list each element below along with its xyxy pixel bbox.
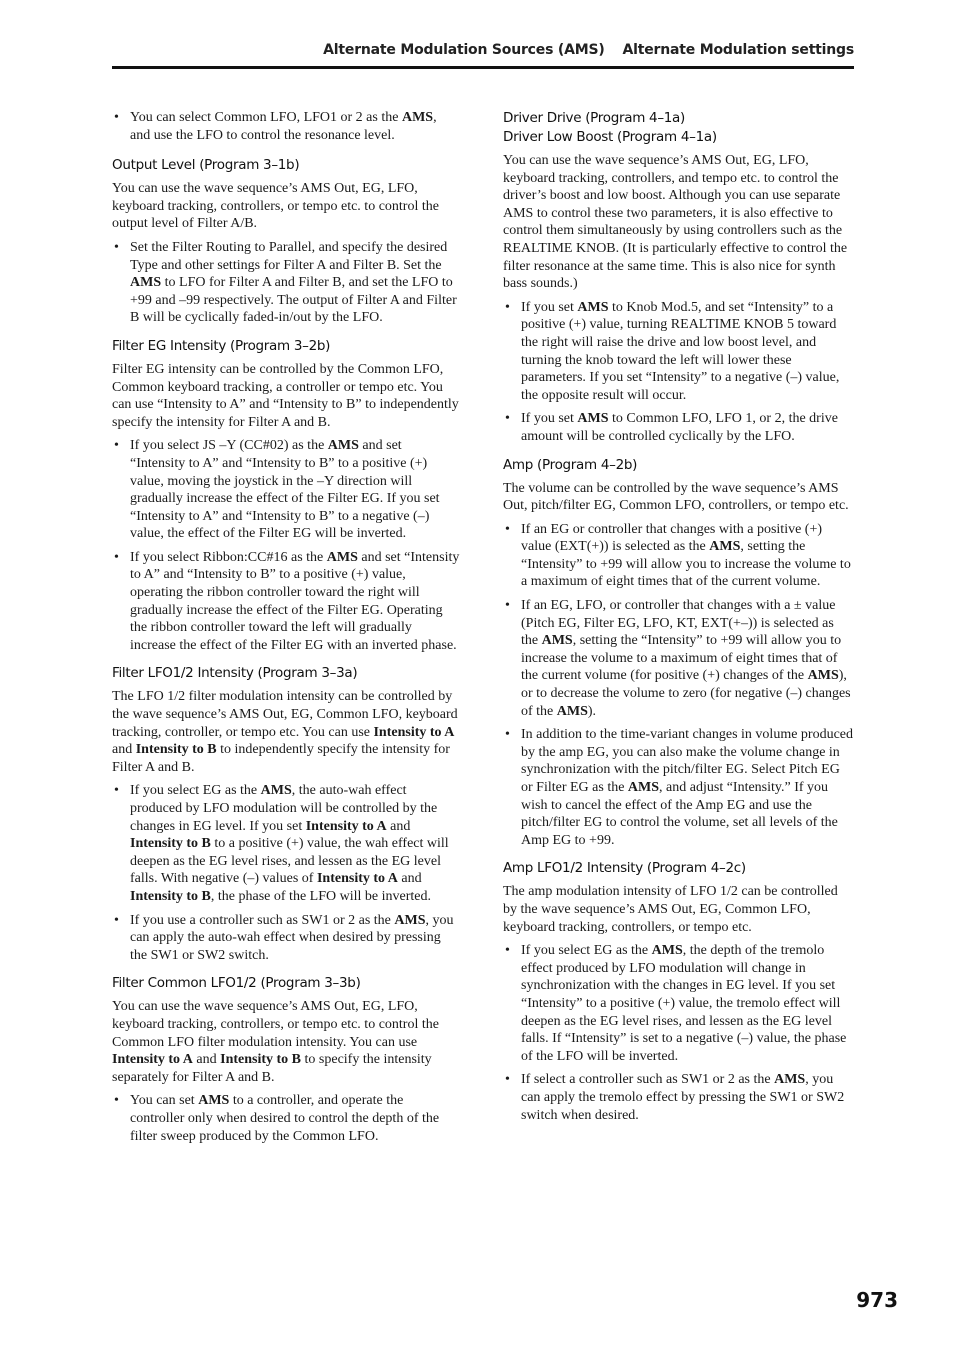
bullet-list-output-level bbox=[112, 239, 460, 327]
heading-line-driver-low-boost: Driver Low Boost (Program 4–1a) bbox=[503, 129, 717, 145]
bullet-list-amp bbox=[503, 521, 853, 850]
list-item: • You can set AMS to a controller, and operate the controller only when desired to control the depth of the filter sweep produced by the Common LFO. bbox=[112, 1092, 460, 1145]
header-section-title: Alternate Modulation Sources (AMS) bbox=[323, 42, 605, 58]
list-item: • If you select JS –Y (CC#02) as the AMS and set “Intensity to A” and “Intensity to B” to a positive (+) value, moving the joystick in the –Y direction will gradually increase the effect of the Filter EG. If you set “Intensity to A” and “Intensity to B” to a negative (–) value, the effect of the Filter EG will be inverted. bbox=[112, 437, 460, 543]
list-item: • If you select Ribbon:CC#16 as the AMS and set “Intensity to A” and “Intensity to B” to a positive (+) value, operating the ribbon controller toward the right will gradually increase the effect of the Filter EG. Operating the ribbon controller toward the left will gradually increase the effect of the Filter EG with an inverted phase. bbox=[112, 549, 460, 655]
list-item: • If you select EG as the AMS, the depth of the tremolo effect produced by LFO modulation will change in synchronization with the changes in EG level. If you set “Intensity” to a positive (+) value, the tremolo effect will deepen as the EG level rises, and lessen as the EG level falls. If “Intensity” is set to a negative (–) value, the phase of the LFO will be inverted. bbox=[503, 942, 853, 1065]
bullet-list-filter-eg-intensity bbox=[112, 437, 460, 654]
header-subsection-title: Alternate Modulation settings bbox=[622, 42, 854, 58]
section-heading-amp: Amp (Program 4–2b) bbox=[503, 456, 638, 473]
section-heading-amp-lfo-intensity: Amp LFO1/2 Intensity (Program 4–2c) bbox=[503, 860, 746, 877]
list-item: • If you select EG as the AMS, the auto-wah effect produced by LFO modulation will be controlled by the changes in EG level. If you set Intensity to A and Intensity to B to a positive (+) value, the wah effect will deepen as the EG level rises, and lessen as the EG level falls. With negative (–) values of Intensity to A and Intensity to B, the phase of the LFO will be inverted. bbox=[112, 782, 460, 905]
section-heading-filter-common-lfo: Filter Common LFO1/2 (Program 3–3b) bbox=[112, 975, 361, 992]
list-item: • In addition to the time-variant changes in volume produced by the amp EG, you can also make the volume change in synchronization with the pitch/filter EG. Select Pitch EG or Filter EG as the AMS, and adjust “Intensity.” If you wish to cancel the effect of the Amp EG and use the pitch/filter EG to control the volume, set all levels of the Amp EG to +99. bbox=[503, 726, 853, 849]
list-item: • If you set AMS to Knob Mod.5, and set “Intensity” to a positive (+) value, turning REALTIME KNOB 5 toward the right will raise the drive and low boost level, and turning the knob toward the left will lower these parameters. If you set “Intensity” to a negative (–) value, the opposite result will occur. bbox=[503, 299, 853, 405]
right-column bbox=[503, 109, 853, 1134]
list-item: • If an EG or controller that changes with a positive (+) value (EXT(+)) is selected as the AMS, setting the “Intensity” to +99 will allow you to increase the volume to a maximum of eight times that of the current volume. bbox=[503, 521, 853, 591]
heading-line-driver-drive: Driver Drive (Program 4–1a) bbox=[503, 110, 686, 126]
intro-bullet-list bbox=[112, 109, 460, 144]
list-item: • You can select Common LFO, LFO1 or 2 as the AMS, and use the LFO to control the resonance level. bbox=[112, 109, 460, 144]
bullet-list-filter-common-lfo bbox=[112, 1092, 460, 1145]
section-body-output-level: You can use the wave sequence’s AMS Out, EG, LFO, keyboard tracking, controllers, or tempo etc. to control the output level of Filter A/B. bbox=[112, 181, 439, 232]
section-body-amp-lfo-intensity: The amp modulation intensity of LFO 1/2 can be controlled by the wave sequence’s AMS Out, EG, Common LFO, keyboard tracking, controllers, or tempo etc. bbox=[503, 884, 838, 935]
list-item: • Set the Filter Routing to Parallel, and specify the desired Type and other settings for Filter A and Filter B. Set the AMS to LFO for Filter A and Filter B, and set the LFO to +99 and –99 respectively. The output of Filter A and Filter B will be cyclically faded-in/out by the LFO. bbox=[112, 239, 460, 327]
section-body-amp: The volume can be controlled by the wave sequence’s AMS Out, pitch/filter EG, Common LFO, controllers, or tempo etc. bbox=[503, 480, 849, 514]
section-body-filter-common-lfo: You can use the wave sequence’s AMS Out, EG, LFO, keyboard tracking, controllers, or tempo etc. to control the Common LFO filter modulation intensity. You can use Intensity to A and Intensity to B to specify the intensity separately for Filter A and B. bbox=[112, 999, 439, 1085]
list-item: • If you set AMS to Common LFO, LFO 1, or 2, the drive amount will be controlled cyclically by the LFO. bbox=[503, 410, 853, 445]
bullet-list-driver bbox=[503, 299, 853, 446]
header-rule bbox=[112, 66, 854, 69]
left-column bbox=[112, 109, 460, 1155]
page-header bbox=[112, 42, 854, 58]
section-heading-output-level: Output Level (Program 3–1b) bbox=[112, 157, 300, 174]
section-body-filter-lfo-intensity: The LFO 1/2 filter modulation intensity can be controlled by the wave sequence’s AMS Out, EG, Common LFO, keyboard tracking, controller, or tempo etc. You can use Intensity to A and Intensity to B to independently specify the intensity for Filter A and B. bbox=[112, 689, 458, 775]
section-heading-filter-lfo-intensity: Filter LFO1/2 Intensity (Program 3–3a) bbox=[112, 665, 358, 682]
section-body-filter-eg-intensity: Filter EG intensity can be controlled by the Common LFO, Common keyboard tracking, a controller or tempo etc. You can use “Intensity to A” and “Intensity to B” to independently specify the intensity for Filter A and B. bbox=[112, 361, 459, 430]
bullet-list-amp-lfo-intensity bbox=[503, 942, 853, 1124]
section-heading-driver bbox=[503, 109, 853, 147]
list-item: • If an EG, LFO, or controller that changes with a ± value (Pitch EG, Filter EG, LFO, KT, EXT(+–)) is selected as the AMS, setting the “Intensity” to +99 will allow you to increase the volume to a maximum of eight times that of the current volume (for positive (+) changes of the AMS), or to decrease the volume to zero (for negative (–) changes of the AMS). bbox=[503, 597, 853, 720]
list-item: • If you use a controller such as SW1 or 2 as the AMS, you can apply the auto-wah effect when desired by pressing the SW1 or SW2 switch. bbox=[112, 912, 460, 965]
section-heading-filter-eg-intensity: Filter EG Intensity (Program 3–2b) bbox=[112, 337, 331, 354]
bullet-list-filter-lfo-intensity bbox=[112, 782, 460, 964]
list-item: • If select a controller such as SW1 or 2 as the AMS, you can apply the tremolo effect by pressing the SW1 or SW2 switch when desired. bbox=[503, 1071, 853, 1124]
page-number: 973 bbox=[856, 1288, 898, 1312]
section-body-driver: You can use the wave sequence’s AMS Out, EG, LFO, keyboard tracking, controllers, and tempo etc. to control the driver’s boost and low boost. Although you can use separate AMS to control these two parameters, it is also effective to control them simultaneously by using controllers such as the REALTIME KNOB. (It is particularly effective to control the filter resonance at the same time. This is also nice for synth bass sounds.) bbox=[503, 153, 848, 292]
